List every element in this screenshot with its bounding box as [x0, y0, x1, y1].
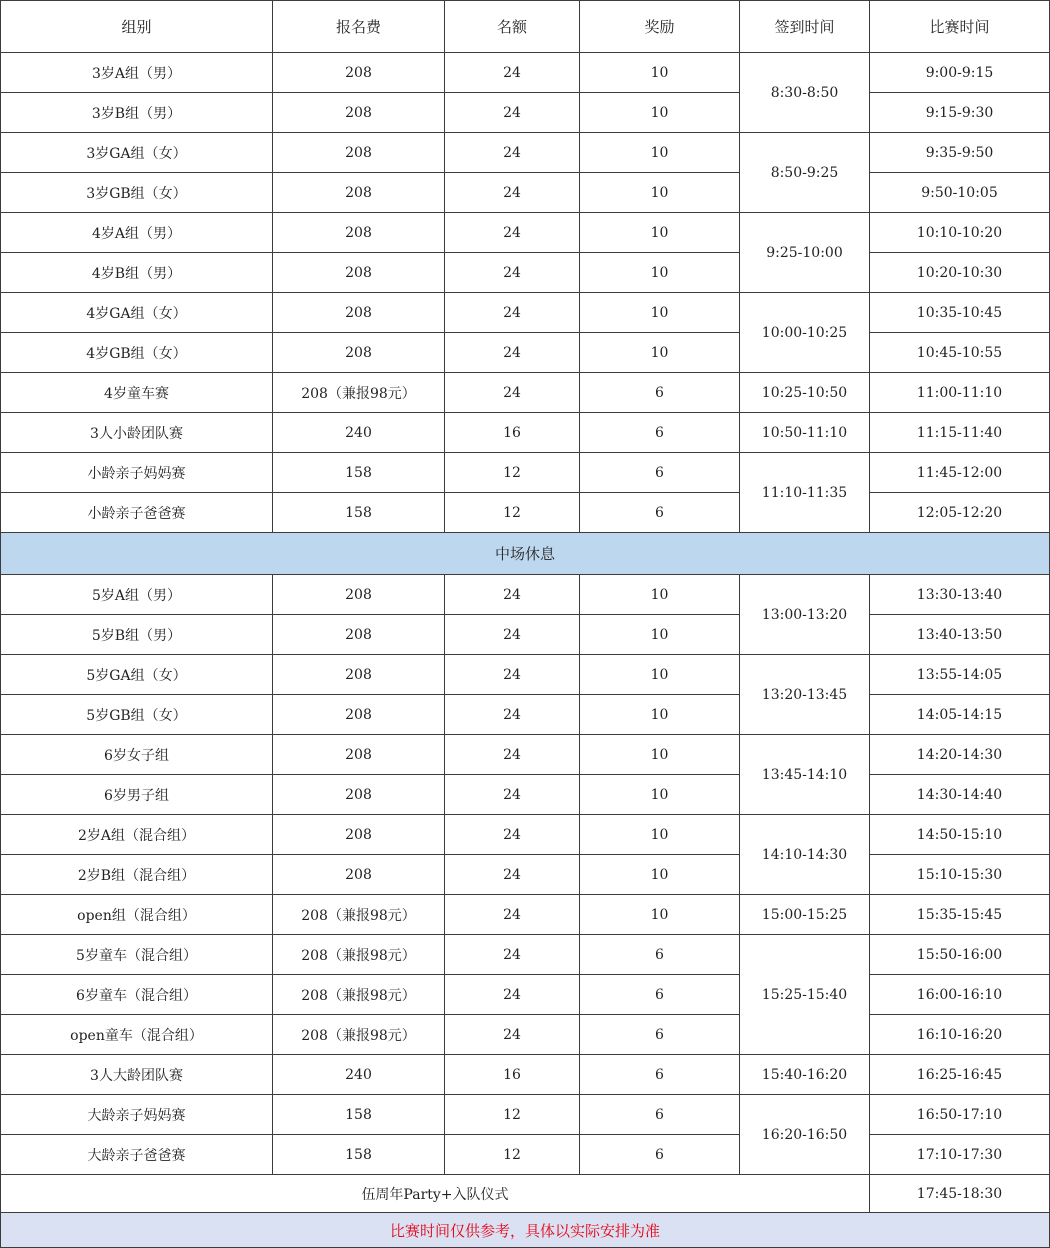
cell-group: 大龄亲子妈妈赛 [1, 1095, 273, 1135]
cell-race-time: 16:10-16:20 [870, 1015, 1050, 1055]
cell-quota: 24 [445, 975, 580, 1015]
cell-fee: 208 [273, 293, 445, 333]
note-row [1, 1213, 1050, 1248]
cell-reward: 10 [580, 655, 740, 695]
cell-quota: 12 [445, 493, 580, 533]
table-row [1, 655, 1050, 695]
cell-group: 4岁B组（男） [1, 253, 273, 293]
cell-quota: 24 [445, 213, 580, 253]
cell-quota: 16 [445, 1055, 580, 1095]
cell-group: 5岁A组（男） [1, 575, 273, 615]
table-row [1, 53, 1050, 93]
cell-reward: 6 [580, 453, 740, 493]
cell-reward: 10 [580, 735, 740, 775]
cell-race-time: 15:10-15:30 [870, 855, 1050, 895]
cell-race-time: 14:30-14:40 [870, 775, 1050, 815]
header-reward: 奖励 [580, 1, 740, 53]
table-row [1, 975, 1050, 1015]
cell-fee: 208 [273, 735, 445, 775]
cell-race-time: 9:00-9:15 [870, 53, 1050, 93]
cell-fee: 208 [273, 93, 445, 133]
cell-reward: 10 [580, 855, 740, 895]
header-checkin: 签到时间 [740, 1, 870, 53]
table-row [1, 895, 1050, 935]
cell-reward: 10 [580, 895, 740, 935]
cell-group: 4岁GB组（女） [1, 333, 273, 373]
cell-fee: 208 [273, 253, 445, 293]
cell-race-time: 15:35-15:45 [870, 895, 1050, 935]
cell-race-time: 16:50-17:10 [870, 1095, 1050, 1135]
table-row [1, 413, 1050, 453]
break-row [1, 533, 1050, 575]
cell-quota: 24 [445, 935, 580, 975]
table-row [1, 1095, 1050, 1135]
cell-group: 6岁男子组 [1, 775, 273, 815]
table-row [1, 493, 1050, 533]
cell-group: 4岁A组（男） [1, 213, 273, 253]
cell-fee: 208 [273, 695, 445, 735]
cell-quota: 24 [445, 895, 580, 935]
table-row [1, 735, 1050, 775]
cell-reward: 6 [580, 1095, 740, 1135]
cell-fee: 240 [273, 413, 445, 453]
cell-reward: 10 [580, 293, 740, 333]
cell-quota: 24 [445, 815, 580, 855]
cell-group: open童车（混合组） [1, 1015, 273, 1055]
header-fee: 报名费 [273, 1, 445, 53]
cell-reward: 6 [580, 935, 740, 975]
table-row [1, 93, 1050, 133]
cell-quota: 24 [445, 253, 580, 293]
table-row [1, 575, 1050, 615]
cell-reward: 10 [580, 333, 740, 373]
cell-race-time: 16:00-16:10 [870, 975, 1050, 1015]
cell-race-time: 10:20-10:30 [870, 253, 1050, 293]
table-row [1, 1015, 1050, 1055]
cell-quota: 24 [445, 735, 580, 775]
cell-race-time: 13:40-13:50 [870, 615, 1050, 655]
cell-reward: 6 [580, 493, 740, 533]
cell-race-time: 11:00-11:10 [870, 373, 1050, 413]
cell-quota: 24 [445, 855, 580, 895]
table-row [1, 293, 1050, 333]
table-row [1, 213, 1050, 253]
header-group: 组别 [1, 1, 273, 53]
cell-group: 2岁A组（混合组） [1, 815, 273, 855]
cell-reward: 6 [580, 1135, 740, 1175]
disclaimer-note: 比赛时间仅供参考，具体以实际安排为准 [1, 1213, 1050, 1248]
cell-fee: 208（兼报98元） [273, 373, 445, 413]
cell-group: open组（混合组） [1, 895, 273, 935]
cell-fee: 158 [273, 453, 445, 493]
cell-group: 小龄亲子妈妈赛 [1, 453, 273, 493]
cell-quota: 16 [445, 413, 580, 453]
cell-group: 3岁A组（男） [1, 53, 273, 93]
cell-fee: 208 [273, 53, 445, 93]
table-row [1, 333, 1050, 373]
cell-reward: 10 [580, 213, 740, 253]
cell-quota: 24 [445, 333, 580, 373]
table-row [1, 133, 1050, 173]
cell-group: 5岁童车（混合组） [1, 935, 273, 975]
cell-group: 6岁女子组 [1, 735, 273, 775]
cell-group: 5岁GB组（女） [1, 695, 273, 735]
cell-reward: 10 [580, 253, 740, 293]
cell-race-time: 17:10-17:30 [870, 1135, 1050, 1175]
cell-quota: 24 [445, 575, 580, 615]
cell-checkin: 14:10-14:30 [740, 815, 870, 895]
cell-race-time: 14:50-15:10 [870, 815, 1050, 855]
cell-checkin: 13:20-13:45 [740, 655, 870, 735]
cell-fee: 208 [273, 855, 445, 895]
cell-race-time: 13:55-14:05 [870, 655, 1050, 695]
cell-group: 2岁B组（混合组） [1, 855, 273, 895]
cell-quota: 24 [445, 1015, 580, 1055]
cell-checkin: 13:00-13:20 [740, 575, 870, 655]
cell-quota: 24 [445, 133, 580, 173]
cell-race-time: 16:25-16:45 [870, 1055, 1050, 1095]
cell-fee: 208 [273, 575, 445, 615]
cell-checkin: 8:50-9:25 [740, 133, 870, 213]
cell-group: 5岁B组（男） [1, 615, 273, 655]
cell-quota: 24 [445, 293, 580, 333]
cell-race-time: 11:45-12:00 [870, 453, 1050, 493]
table-row [1, 695, 1050, 735]
cell-quota: 12 [445, 1095, 580, 1135]
cell-race-time: 9:50-10:05 [870, 173, 1050, 213]
cell-reward: 10 [580, 93, 740, 133]
cell-group: 3岁GB组（女） [1, 173, 273, 213]
break-label: 中场休息 [1, 533, 1050, 575]
cell-quota: 24 [445, 655, 580, 695]
cell-group: 3岁B组（男） [1, 93, 273, 133]
header-race-time: 比赛时间 [870, 1, 1050, 53]
cell-group: 5岁GA组（女） [1, 655, 273, 695]
cell-race-time: 10:45-10:55 [870, 333, 1050, 373]
cell-reward: 10 [580, 173, 740, 213]
cell-fee: 208（兼报98元） [273, 935, 445, 975]
cell-fee: 208 [273, 775, 445, 815]
cell-fee: 208 [273, 133, 445, 173]
table-row [1, 373, 1050, 413]
cell-quota: 24 [445, 373, 580, 413]
cell-reward: 10 [580, 53, 740, 93]
cell-fee: 208 [273, 333, 445, 373]
cell-reward: 10 [580, 575, 740, 615]
cell-race-time: 10:35-10:45 [870, 293, 1050, 333]
cell-reward: 6 [580, 373, 740, 413]
table-row [1, 935, 1050, 975]
cell-fee: 208 [273, 615, 445, 655]
cell-race-time: 13:30-13:40 [870, 575, 1050, 615]
cell-fee: 208（兼报98元） [273, 895, 445, 935]
cell-checkin: 10:00-10:25 [740, 293, 870, 373]
cell-checkin: 10:50-11:10 [740, 413, 870, 453]
cell-quota: 12 [445, 453, 580, 493]
cell-fee: 208（兼报98元） [273, 975, 445, 1015]
cell-fee: 158 [273, 1095, 445, 1135]
table-row [1, 615, 1050, 655]
cell-race-time: 14:05-14:15 [870, 695, 1050, 735]
cell-race-time: 9:15-9:30 [870, 93, 1050, 133]
cell-fee: 158 [273, 1135, 445, 1175]
cell-group: 4岁童车赛 [1, 373, 273, 413]
party-row [1, 1175, 1050, 1213]
cell-checkin: 16:20-16:50 [740, 1095, 870, 1175]
cell-quota: 24 [445, 775, 580, 815]
cell-reward: 6 [580, 975, 740, 1015]
cell-reward: 10 [580, 615, 740, 655]
cell-fee: 208（兼报98元） [273, 1015, 445, 1055]
cell-group: 3岁GA组（女） [1, 133, 273, 173]
cell-reward: 10 [580, 133, 740, 173]
cell-quota: 24 [445, 173, 580, 213]
cell-group: 大龄亲子爸爸赛 [1, 1135, 273, 1175]
cell-reward: 10 [580, 815, 740, 855]
cell-quota: 24 [445, 53, 580, 93]
cell-reward: 6 [580, 1015, 740, 1055]
table-row [1, 173, 1050, 213]
cell-race-time: 14:20-14:30 [870, 735, 1050, 775]
cell-quota: 24 [445, 93, 580, 133]
cell-group: 小龄亲子爸爸赛 [1, 493, 273, 533]
cell-race-time: 10:10-10:20 [870, 213, 1050, 253]
cell-quota: 24 [445, 615, 580, 655]
header-row [1, 1, 1050, 53]
cell-checkin: 15:00-15:25 [740, 895, 870, 935]
cell-fee: 240 [273, 1055, 445, 1095]
cell-fee: 158 [273, 493, 445, 533]
cell-group: 3人小龄团队赛 [1, 413, 273, 453]
table-row [1, 775, 1050, 815]
cell-group: 4岁GA组（女） [1, 293, 273, 333]
cell-quota: 24 [445, 695, 580, 735]
party-label: 伍周年Party+入队仪式 [1, 1175, 870, 1213]
cell-group: 6岁童车（混合组） [1, 975, 273, 1015]
party-time: 17:45-18:30 [870, 1175, 1050, 1213]
cell-reward: 10 [580, 775, 740, 815]
table-row [1, 253, 1050, 293]
cell-reward: 6 [580, 413, 740, 453]
cell-race-time: 12:05-12:20 [870, 493, 1050, 533]
header-quota: 名额 [445, 1, 580, 53]
cell-quota: 12 [445, 1135, 580, 1175]
table-row [1, 855, 1050, 895]
table-row [1, 815, 1050, 855]
cell-checkin: 11:10-11:35 [740, 453, 870, 533]
table-row [1, 453, 1050, 493]
cell-race-time: 9:35-9:50 [870, 133, 1050, 173]
cell-checkin: 15:40-16:20 [740, 1055, 870, 1095]
cell-checkin: 13:45-14:10 [740, 735, 870, 815]
cell-checkin: 9:25-10:00 [740, 213, 870, 293]
cell-checkin: 8:30-8:50 [740, 53, 870, 133]
cell-reward: 10 [580, 695, 740, 735]
cell-group: 3人大龄团队赛 [1, 1055, 273, 1095]
cell-fee: 208 [273, 173, 445, 213]
cell-fee: 208 [273, 815, 445, 855]
cell-race-time: 11:15-11:40 [870, 413, 1050, 453]
cell-fee: 208 [273, 213, 445, 253]
cell-race-time: 15:50-16:00 [870, 935, 1050, 975]
table-row [1, 1135, 1050, 1175]
cell-checkin: 10:25-10:50 [740, 373, 870, 413]
cell-reward: 6 [580, 1055, 740, 1095]
cell-checkin: 15:25-15:40 [740, 935, 870, 1055]
table-row [1, 1055, 1050, 1095]
cell-fee: 208 [273, 655, 445, 695]
